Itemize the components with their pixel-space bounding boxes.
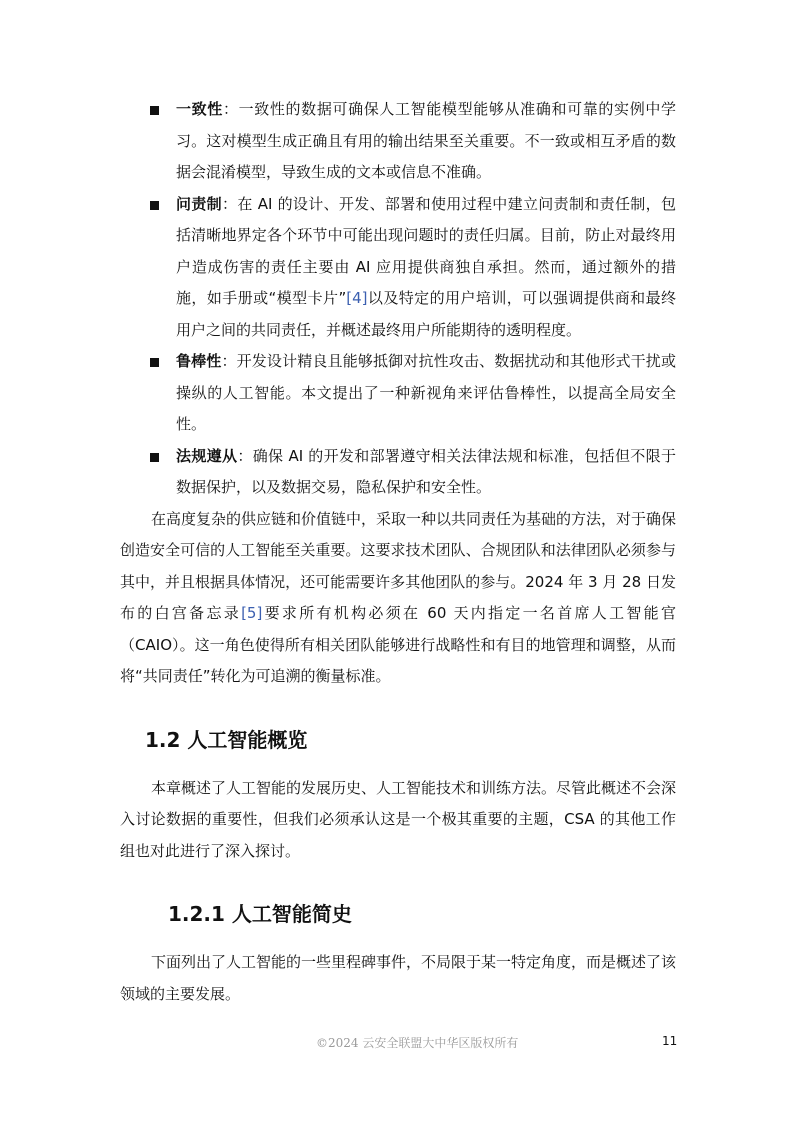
bullet-compliance [120,441,676,504]
bullet-separator: ： [222,194,238,213]
section-heading-1-2: 1.2 人工智能概览 [145,727,308,752]
square-bullet-icon [150,358,159,367]
page-content [120,94,676,1010]
square-bullet-icon [150,453,159,462]
bullet-term: 鲁棒性 [176,352,222,370]
bullet-text: 开发设计精良且能够抵御对抗性攻击、数据扰动和其他形式干扰或操纵的人工智能。本文提出了一种新视角来评估鲁棒性，以提高全局安全性。 [176,352,676,433]
bullet-text: 一致性的数据可确保人工智能模型能够从准确和可靠的实例中学习。这对模型生成正确且有用的输出结果至关重要。不一致或相互矛盾的数据会混淆模型，导致生成的文本或信息不准确。 [176,100,676,181]
bullet-separator: ： [221,352,237,370]
footer-copyright: ©2024 云安全联盟大中华区版权所有 [316,1036,519,1050]
citation-link[interactable]: [5] [241,604,263,622]
bullet-text: 以及特定的用户培训，可以强调提供商和最终用户之间的共同责任，并概述最终用户所能期待的透明程度。 [176,289,676,339]
citation-link[interactable]: [4] [346,289,368,307]
page-number: 11 [662,1034,678,1048]
bullet-accountability [120,189,676,347]
bullet-separator: ： [222,100,239,118]
bullet-term: 法规遵从 [176,446,238,465]
section-1-2-1-paragraph: 下面列出了人工智能的一些里程碑事件，不局限于某一特定角度，而是概述了该领域的主要发展。 [120,953,677,1003]
bullet-text: 确保 AI 的开发和部署遵守相关法律法规和标准，包括但不限于数据保护，以及数据交易，隐私保护和安全性。 [176,446,676,496]
section-heading-1-2-1: 1.2.1 人工智能简史 [168,902,352,926]
bullet-consistency [120,94,676,189]
square-bullet-icon [150,201,159,210]
bullet-separator: ： [237,446,253,465]
paragraph-text: 在高度复杂的供应链和价值链中，采取一种以共同责任为基础的方法，对于确保创造安全可信的人工智能至关重要。这要求技术团队、合规团队和法律团队必须参与其中，并且根据具体情况，还可能需要许多其他团队的参与。2024 年 3 月 28 日发布的白宫备忘录 [120,509,677,622]
bullet-robustness [120,346,676,441]
shared-responsibility-paragraph [120,504,676,693]
square-bullet-icon [150,106,159,115]
bullet-term: 一致性 [176,100,223,118]
bullet-text: 在 AI 的设计、开发、部署和使用过程中建立问责制和责任制，包括清晰地界定各个环节中可能出现问题时的责任归属。目前，防止对最终用户造成伤害的责任主要由 AI 应用提供商独自承担。然而，通过额外的措施，如手册或“模型卡片” [176,194,676,307]
section-1-2-paragraph: 本章概述了人工智能的发展历史、人工智能技术和训练方法。尽管此概述不会深入讨论数据的重要性，但我们必须承认这是一个极其重要的主题，CSA 的其他工作组也对此进行了深入探讨。 [120,778,677,860]
bullet-term: 问责制 [176,194,223,213]
paragraph-text: 要求所有机构必须在 60 天内指定一名首席人工智能官（CAIO）。这一角色使得所有相关团队能够进行战略性和有目的地管理和调整，从而将“共同责任”转化为可追溯的衡量标准。 [120,604,676,685]
